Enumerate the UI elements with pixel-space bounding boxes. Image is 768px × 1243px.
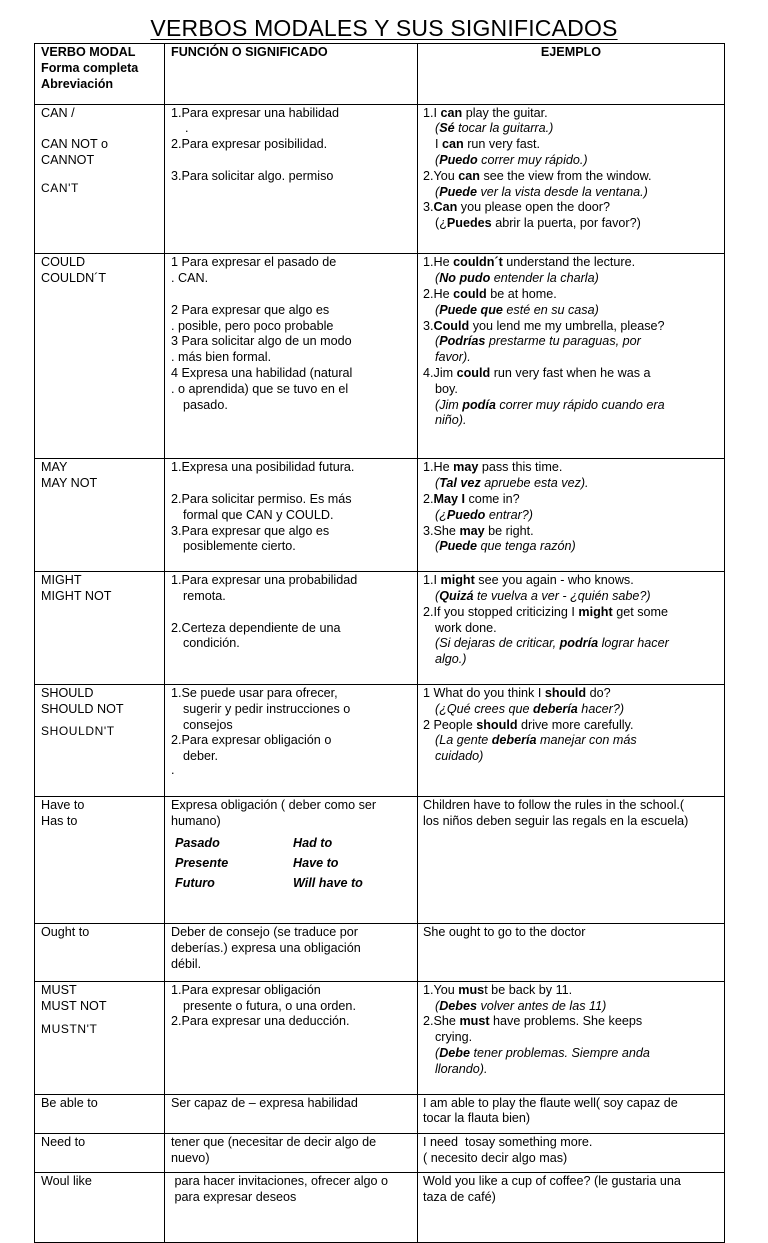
tense-row-present: Presente Have to: [175, 855, 339, 870]
header-example-label: EJEMPLO: [540, 45, 602, 59]
example-line: work done.: [435, 620, 497, 635]
example-translation: (¿Puedes abrir la puerta, por favor?): [435, 216, 641, 231]
example-cell-should: [418, 685, 725, 797]
example-translation: (Sé tocar la guitarra.): [435, 121, 554, 136]
example-cell-could: [418, 254, 725, 459]
verb-label: Have to: [41, 798, 85, 813]
function-text: presente o futura, o una orden.: [183, 998, 356, 1013]
function-text: . posible, pero poco probable: [171, 318, 334, 333]
page-title: VERBOS MODALES Y SUS SIGNIFICADOS: [150, 15, 618, 41]
example-cell-woul-like: [418, 1172, 725, 1242]
verb-label: MIGHT NOT: [41, 589, 112, 603]
verb-label: CAN NOT o: [41, 137, 108, 152]
verb-label: Ought to: [41, 925, 90, 940]
table-row-must: [35, 981, 725, 1094]
verb-abbreviation: MUSTN'T: [41, 1022, 98, 1037]
function-text: 1.Para expresar obligación: [171, 982, 321, 997]
table-row-woul-like: [35, 1172, 725, 1242]
verb-label: COULDN´T: [41, 271, 107, 286]
example-cell-have-to: [418, 797, 725, 924]
example-translation: (Debe tener problemas. Siempre anda: [435, 1045, 650, 1060]
function-text: 1.Se puede usar para ofrecer,: [171, 686, 338, 701]
verb-label: Need to: [41, 1134, 86, 1149]
example-line: 3.Could you lend me my umbrella, please?: [423, 318, 665, 333]
table-row-could: [35, 254, 725, 459]
function-text: 2.Para expresar una deducción.: [171, 1014, 350, 1029]
example-line: I am able to play the flaute well( soy capaz de: [423, 1095, 678, 1110]
example-line: taza de café): [423, 1189, 496, 1204]
example-translation: (Podrías prestarme tu paraguas, por: [435, 334, 641, 349]
example-translation: favor).: [435, 350, 471, 365]
table-row-ought-to: [35, 924, 725, 982]
example-translation: niño).: [435, 413, 467, 428]
example-line: ( necesito decir algo mas): [423, 1150, 568, 1165]
table-row-be-able-to: [35, 1094, 725, 1133]
example-translation: cuidado): [435, 749, 484, 764]
verb-label: Be able to: [41, 1095, 98, 1110]
table-row-should: [35, 685, 725, 797]
example-line: I can run very fast.: [435, 137, 540, 152]
function-text: deber.: [183, 749, 219, 764]
example-translation: (Puedo correr muy rápido.): [435, 153, 588, 168]
verb-cell-could: [35, 254, 165, 459]
function-text: Deber de consejo (se traduce por: [171, 925, 358, 940]
example-line: 2.You can see the view from the window.: [423, 168, 652, 183]
example-translation: (Jim podía correr muy rápido cuando era: [435, 397, 665, 412]
verb-cell-may: [35, 459, 165, 572]
verb-cell-woul-like: [35, 1172, 165, 1242]
function-cell-woul-like: [165, 1172, 418, 1242]
verb-label: CAN /: [41, 105, 75, 120]
verb-label: MUST NOT: [41, 998, 107, 1013]
example-line: 1.I might see you again - who knows.: [423, 573, 634, 588]
example-line: 1.You must be back by 11.: [423, 982, 573, 997]
example-cell-need-to: [418, 1133, 725, 1172]
example-cell-may: [418, 459, 725, 572]
function-text: consejos: [183, 717, 233, 732]
example-line: I need tosay something more.: [423, 1134, 593, 1149]
function-text: pasado.: [183, 397, 228, 412]
function-cell-must: [165, 981, 418, 1094]
example-line: los niños deben seguir las regals en la escuela): [423, 813, 689, 828]
example-translation: (La gente debería manejar con más: [435, 733, 637, 748]
example-line: Children have to follow the rules in the school.(: [423, 798, 685, 813]
example-translation: (¿Puedo entrar?): [435, 507, 533, 522]
function-text: 2.Certeza dependiente de una: [171, 620, 341, 635]
function-text: 3 Para solicitar algo de un modo: [171, 334, 352, 349]
function-text: 2.Para expresar obligación o: [171, 733, 332, 748]
example-cell-ought-to: [418, 924, 725, 982]
function-cell-can: [165, 104, 418, 254]
example-translation: algo.): [435, 652, 467, 667]
function-text: deberías.) expresa una obligación: [171, 940, 361, 955]
function-text: .: [185, 121, 189, 136]
verb-label: MIGHT: [41, 573, 82, 588]
example-cell-be-able-to: [418, 1094, 725, 1133]
function-text: 1.Expresa una posibilidad futura.: [171, 460, 355, 475]
table-header-row: [35, 44, 725, 105]
example-translation: (Puede ver la vista desde la ventana.): [435, 184, 648, 199]
example-cell-must: [418, 981, 725, 1094]
example-line: 2.He could be at home.: [423, 286, 557, 301]
header-function-label: FUNCIÓN O SIGNIFICADO: [171, 45, 328, 59]
example-translation: (Quizá te vuelva a ver - ¿quién sabe?): [435, 589, 651, 603]
function-text: nuevo): [171, 1150, 210, 1165]
verb-label: MAY: [41, 460, 68, 475]
function-cell-need-to: [165, 1133, 418, 1172]
function-text: . CAN.: [171, 271, 209, 286]
example-translation: (No pudo entender la charla): [435, 271, 599, 286]
function-cell-be-able-to: [165, 1094, 418, 1133]
function-text: para expresar deseos: [171, 1189, 297, 1204]
example-line: 2 People should drive more carefully.: [423, 717, 634, 732]
verb-label: MAY NOT: [41, 476, 98, 491]
example-line: Wold you like a cup of coffee? (le gustaria una: [423, 1173, 681, 1188]
function-text: 2 Para expresar que algo es: [171, 302, 330, 317]
function-text: para hacer invitaciones, ofrecer algo o: [171, 1173, 389, 1188]
tense-row-past: Pasado Had to: [175, 835, 333, 850]
example-line: 3.She may be right.: [423, 523, 534, 538]
function-text: 2.Para solicitar permiso. Es más: [171, 491, 352, 506]
function-text: humano): [171, 813, 221, 828]
example-line: crying.: [435, 1030, 473, 1045]
header-example-cell: [418, 44, 725, 105]
function-cell-could: [165, 254, 418, 459]
header-full-form-label: Forma completa: [41, 60, 139, 75]
function-cell-may: [165, 459, 418, 572]
example-cell-might: [418, 572, 725, 685]
table-row-have-to: [35, 797, 725, 924]
example-line: 1.I can play the guitar.: [423, 105, 548, 120]
verb-label: SHOULD NOT: [41, 701, 124, 716]
verb-label: Woul like: [41, 1173, 92, 1188]
verb-cell-should: [35, 685, 165, 797]
function-cell-should: [165, 685, 418, 797]
header-function-cell: [165, 44, 418, 105]
function-text: 4 Expresa una habilidad (natural: [171, 365, 353, 380]
verb-cell-be-able-to: [35, 1094, 165, 1133]
table-row-need-to: [35, 1133, 725, 1172]
example-line: 1 What do you think I should do?: [423, 686, 611, 701]
example-translation: llorando).: [435, 1061, 488, 1076]
header-verb-label: VERBO MODAL: [41, 45, 136, 59]
function-cell-ought-to: [165, 924, 418, 982]
verb-label: MUST: [41, 982, 77, 997]
header-abbreviation-label: Abreviación: [41, 76, 114, 91]
verb-label: SHOULD: [41, 686, 94, 701]
function-text: 2.Para expresar posibilidad.: [171, 137, 328, 152]
example-line: boy.: [435, 381, 458, 396]
example-line: 2.If you stopped criticizing I might get some: [423, 604, 669, 619]
function-text: 1.Para expresar una habilidad: [171, 105, 340, 120]
verb-cell-ought-to: [35, 924, 165, 982]
example-line: She ought to go to the doctor: [423, 925, 586, 940]
table-row-might: [35, 572, 725, 685]
verb-cell-must: [35, 981, 165, 1094]
verb-cell-might: [35, 572, 165, 685]
example-translation: (Puede que tenga razón): [435, 539, 576, 554]
example-line: tocar la flauta bien): [423, 1111, 531, 1126]
function-text: 3.Para solicitar algo. permiso: [171, 168, 334, 183]
example-translation: (Si dejaras de criticar, podría lograr hacer: [435, 636, 669, 651]
example-line: 1.He couldn´t understand the lecture.: [423, 255, 636, 270]
example-translation: (Debes volver antes de las 11): [435, 998, 607, 1013]
function-text: remota.: [183, 589, 226, 603]
verb-label: CANNOT: [41, 153, 95, 168]
function-text: posiblemente cierto.: [183, 539, 296, 554]
example-line: 2.May I come in?: [423, 491, 520, 506]
header-verb-cell: [35, 44, 165, 105]
function-cell-have-to: [165, 797, 418, 924]
verb-label: COULD: [41, 255, 86, 270]
verb-label: Has to: [41, 813, 78, 828]
verb-abbreviation: SHOULDN'T: [41, 723, 115, 738]
verb-abbreviation: CAN'T: [41, 180, 79, 195]
function-text: condición.: [183, 636, 240, 651]
verb-cell-have-to: [35, 797, 165, 924]
table-row-may: [35, 459, 725, 572]
function-text: formal que CAN y COULD.: [183, 507, 334, 522]
example-line: 1.He may pass this time.: [423, 460, 563, 475]
function-text: 1 Para expresar el pasado de: [171, 255, 337, 270]
example-translation: (¿Qué crees que debería hacer?): [435, 701, 625, 716]
example-translation: (Tal vez apruebe esta vez).: [435, 476, 589, 491]
example-translation: (Puede que esté en su casa): [435, 302, 599, 317]
verb-cell-can: [35, 104, 165, 254]
function-text: 1.Para expresar una probabilidad: [171, 573, 358, 588]
function-text: . más bien formal.: [171, 350, 272, 365]
example-cell-can: [418, 104, 725, 254]
function-text: 3.Para expresar que algo es: [171, 523, 330, 538]
function-text: Expresa obligación ( deber como ser: [171, 798, 377, 813]
table-row-can: [35, 104, 725, 254]
tense-row-future: Futuro Will have to: [175, 875, 363, 890]
modal-verbs-table: [34, 43, 725, 1243]
function-text: .: [171, 763, 175, 778]
example-line: 3.Can you please open the door?: [423, 200, 610, 215]
function-text: Ser capaz de – expresa habilidad: [171, 1095, 358, 1110]
function-cell-might: [165, 572, 418, 685]
verb-cell-need-to: [35, 1133, 165, 1172]
example-line: 4.Jim could run very fast when he was a: [423, 365, 651, 380]
function-text: sugerir y pedir instrucciones o: [183, 701, 351, 716]
function-text: débil.: [171, 956, 202, 971]
function-text: tener que (necesitar de decir algo de: [171, 1134, 377, 1149]
example-line: 2.She must have problems. She keeps: [423, 1014, 643, 1029]
function-text: . o aprendida) que se tuvo en el: [171, 381, 349, 396]
